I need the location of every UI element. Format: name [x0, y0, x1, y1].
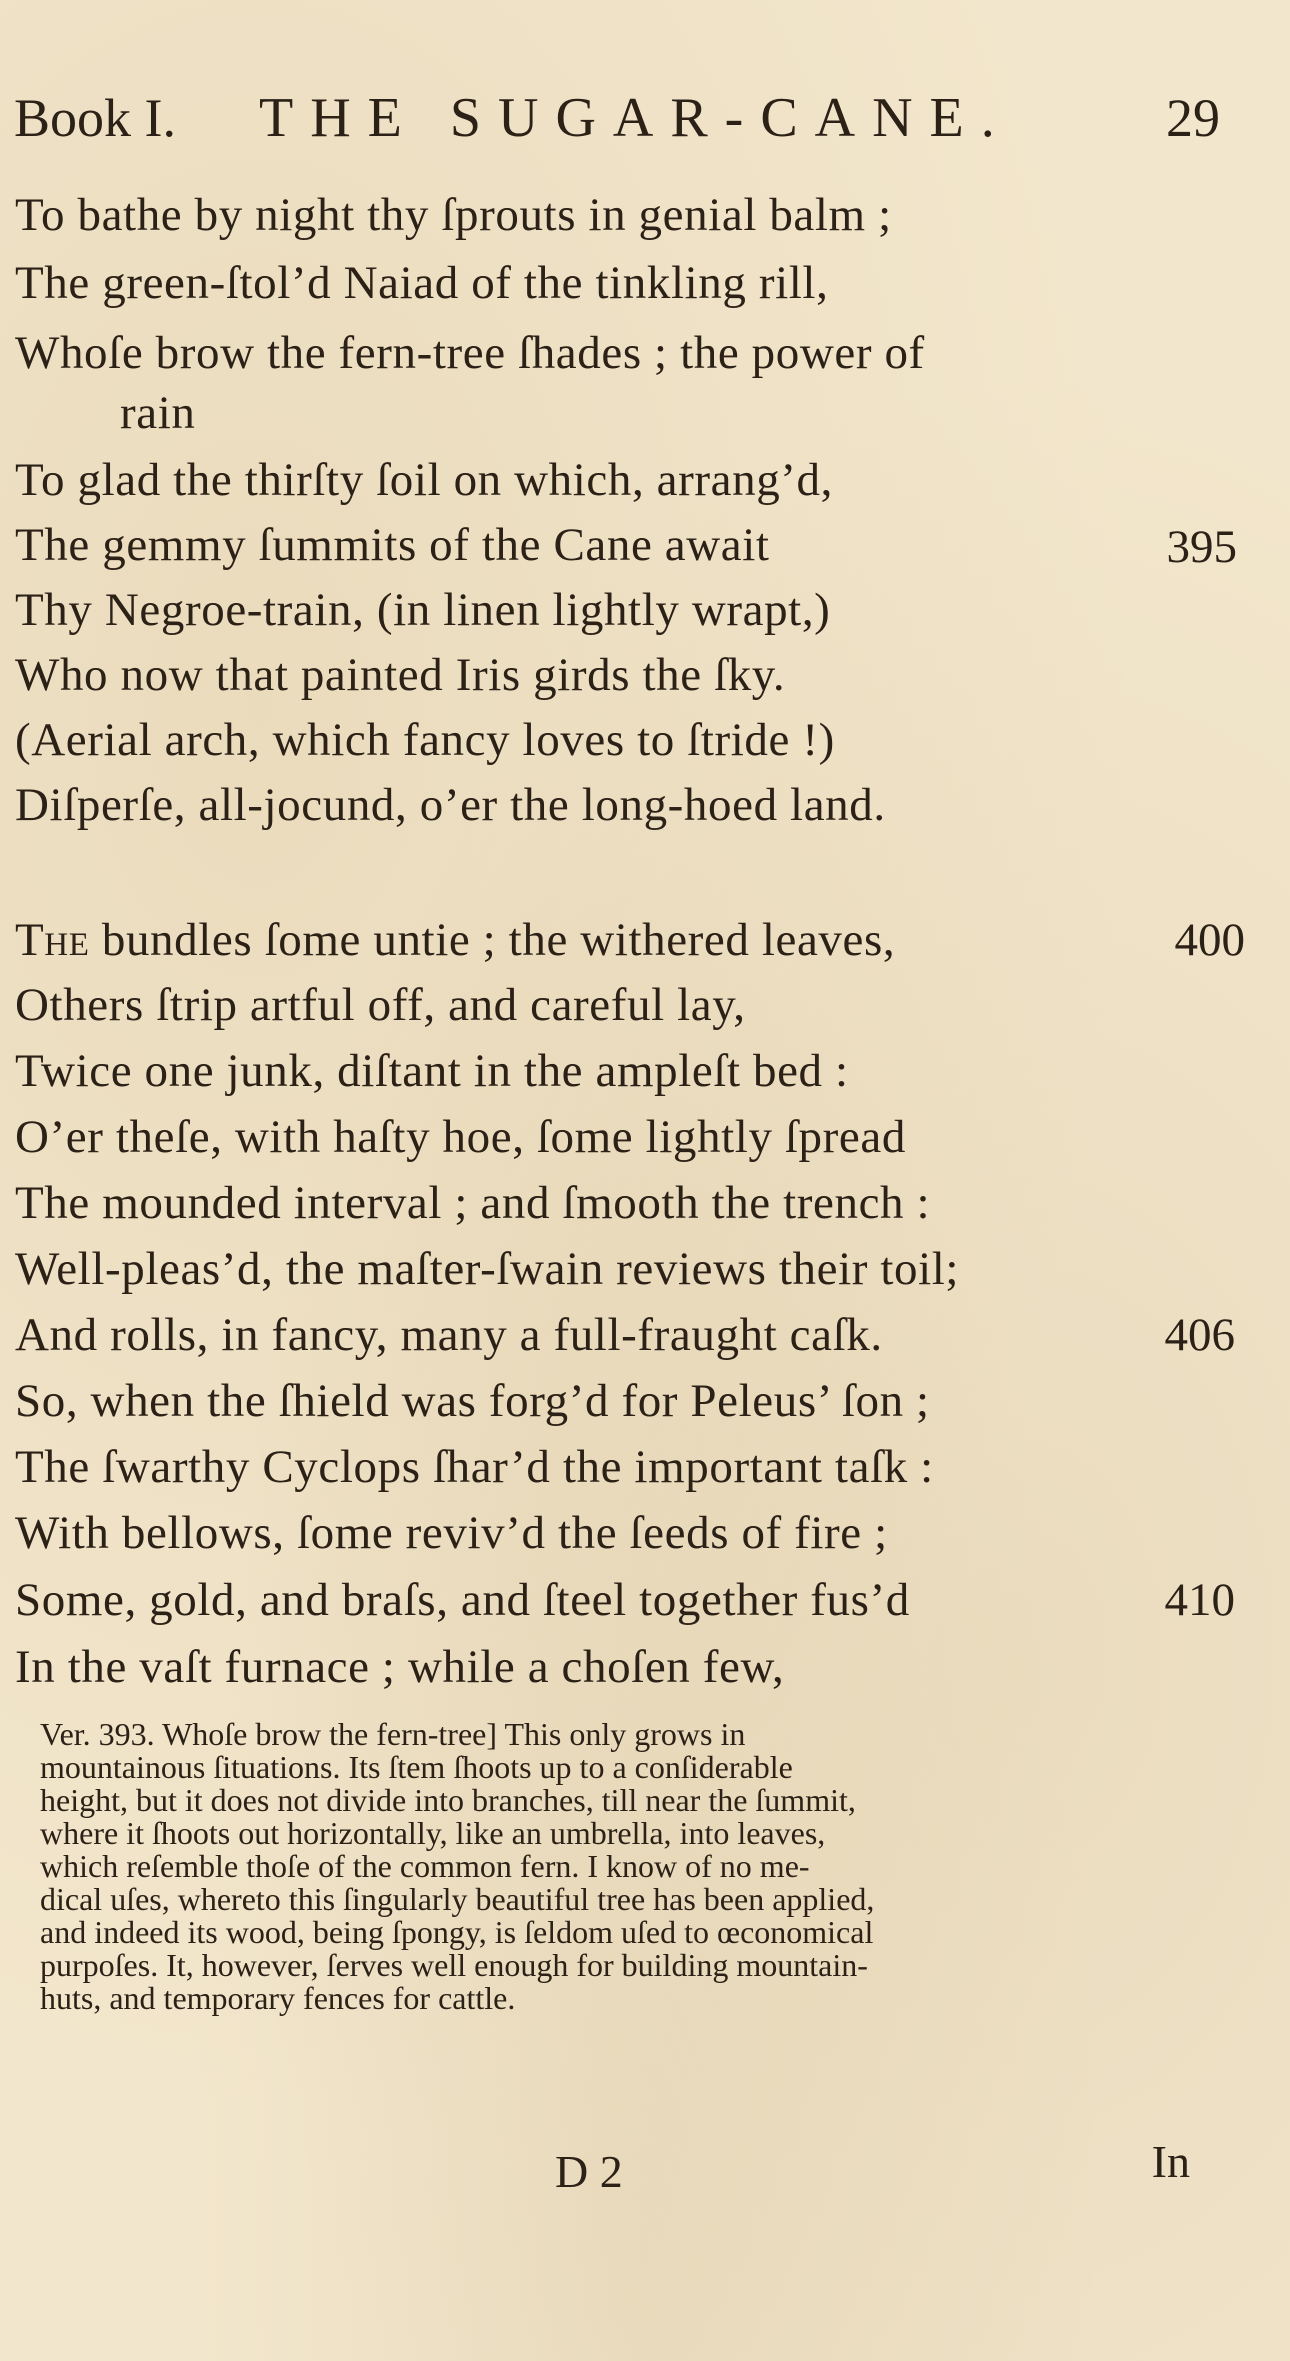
line-number: 395: [1166, 521, 1237, 573]
verse-line: In the vaſt furnace ; while a choſen few,: [15, 1641, 785, 1693]
verse-line-continuation: rain: [120, 387, 196, 439]
footnote-line: dical uſes, whereto this ſingularly beautiful tree has been applied,: [40, 1881, 875, 1917]
running-head: [14, 78, 1220, 158]
running-title: THE SUGAR-CANE.: [259, 87, 1012, 149]
verse-line: Others ſtrip artful off, and careful lay,: [15, 979, 746, 1031]
verse-line: Diſperſe, all-jocund, o’er the long-hoed land.: [15, 779, 886, 831]
verse-line-text: bundles ſome untie ; the withered leaves,: [101, 914, 896, 966]
verse-line: With bellows, ſome reviv’d the ſeeds of fire ;: [15, 1507, 888, 1559]
verse-line: Whoſe brow the fern-tree ſhades ; the power of: [15, 327, 925, 379]
verse-line: And rolls, in fancy, many a full-fraught caſk.: [15, 1309, 883, 1361]
line-number: 406: [1164, 1309, 1235, 1361]
footnote-line: which reſemble thoſe of the common fern. I know of no me-: [40, 1848, 810, 1884]
footnote-line: mountainous ſituations. Its ſtem ſhoots up to a conſiderable: [40, 1749, 793, 1785]
verse-line: To bathe by night thy ſprouts in genial balm ;: [15, 189, 892, 241]
footnote-line: height, but it does not divide into branches, till near the ſummit,: [40, 1782, 856, 1818]
footnote-line: where it ſhoots out horizontally, like an umbrella, into leaves,: [40, 1815, 826, 1851]
verse-line: The ſwarthy Cyclops ſhar’d the important taſk :: [15, 1441, 934, 1493]
verse-line: So, when the ſhield was forg’d for Peleus’ ſon ;: [15, 1375, 930, 1427]
signature-mark: D 2: [555, 2146, 623, 2197]
verse-line: [15, 910, 895, 970]
footnote-line: huts, and temporary fences for cattle.: [40, 1980, 516, 2016]
paragraph-opening-word: The: [15, 914, 90, 966]
line-number: 400: [1174, 914, 1245, 966]
verse-line: The mounded interval ; and ſmooth the trench :: [15, 1177, 931, 1229]
verse-line: Twice one junk, diſtant in the ampleſt bed :: [15, 1045, 849, 1097]
verse-line: (Aerial arch, which fancy loves to ſtride !): [15, 714, 835, 766]
verse-line: Well-pleas’d, the maſter-ſwain reviews their toil;: [15, 1243, 960, 1295]
footnote-line: Ver. 393. Whoſe brow the fern-tree] This only grows in: [40, 1716, 746, 1752]
book-number: Book I.: [14, 88, 176, 148]
line-number: 410: [1164, 1574, 1235, 1626]
verse-line: O’er theſe, with haſty hoe, ſome lightly ſpread: [15, 1111, 906, 1163]
verse-line: Some, gold, and braſs, and ſteel together fus’d: [15, 1574, 910, 1626]
footnote: [40, 1718, 1220, 2015]
verse-line: To glad the thirſty ſoil on which, arrang’d,: [15, 454, 834, 506]
verse-line: Thy Negroe-train, (in linen lightly wrapt,): [15, 584, 831, 636]
verse-line: Who now that painted Iris girds the ſky.: [15, 649, 786, 701]
footnote-line: and indeed its wood, being ſpongy, is ſeldom uſed to œconomical: [40, 1914, 874, 1950]
verse-line: The green-ſtol’d Naiad of the tinkling rill,: [15, 257, 829, 309]
catchword: In: [1151, 2136, 1190, 2187]
footnote-line: purpoſes. It, however, ſerves well enough for building mountain-: [40, 1947, 868, 1983]
page-number: 29: [1166, 88, 1220, 148]
verse-line: The gemmy ſummits of the Cane await: [15, 519, 770, 571]
